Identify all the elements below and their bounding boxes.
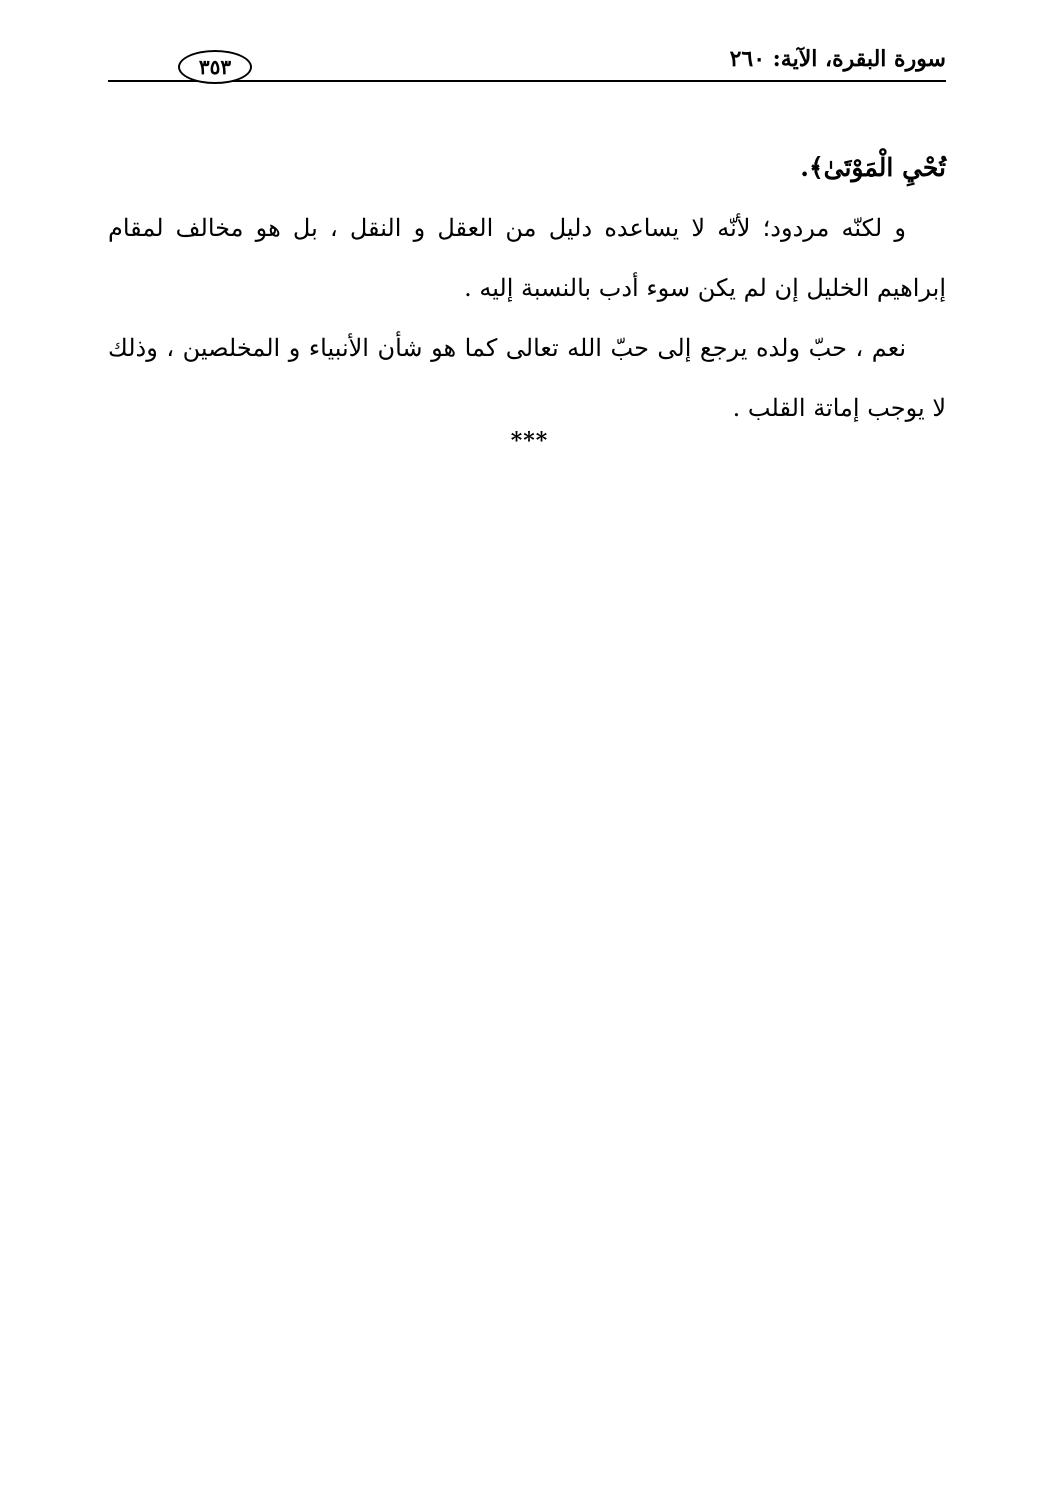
paragraph-1: و لكنّه مردود؛ لأنّه لا يساعده دليل من العقل و النقل ، بل هو مخالف لمقام إبراهيم الخليل إن لم يكن سوء أدب بالنسبة إليه . bbox=[108, 214, 946, 302]
page-header bbox=[108, 40, 946, 88]
running-title: سورة البقرة، الآية: ٢٦٠ bbox=[729, 46, 946, 72]
verse-fragment: تُحْيِ الْمَوْتَىٰ﴾. bbox=[800, 153, 946, 182]
section-separator: *** bbox=[510, 428, 549, 454]
page-number: ٣٥٣ bbox=[178, 50, 252, 84]
paragraph-2: نعم ، حبّ ولده يرجع إلى حبّ الله تعالى كما هو شأن الأنبياء و المخلصين ، وذلك لا يوجب إماتة القلب . bbox=[108, 334, 946, 422]
main-text bbox=[108, 138, 946, 438]
